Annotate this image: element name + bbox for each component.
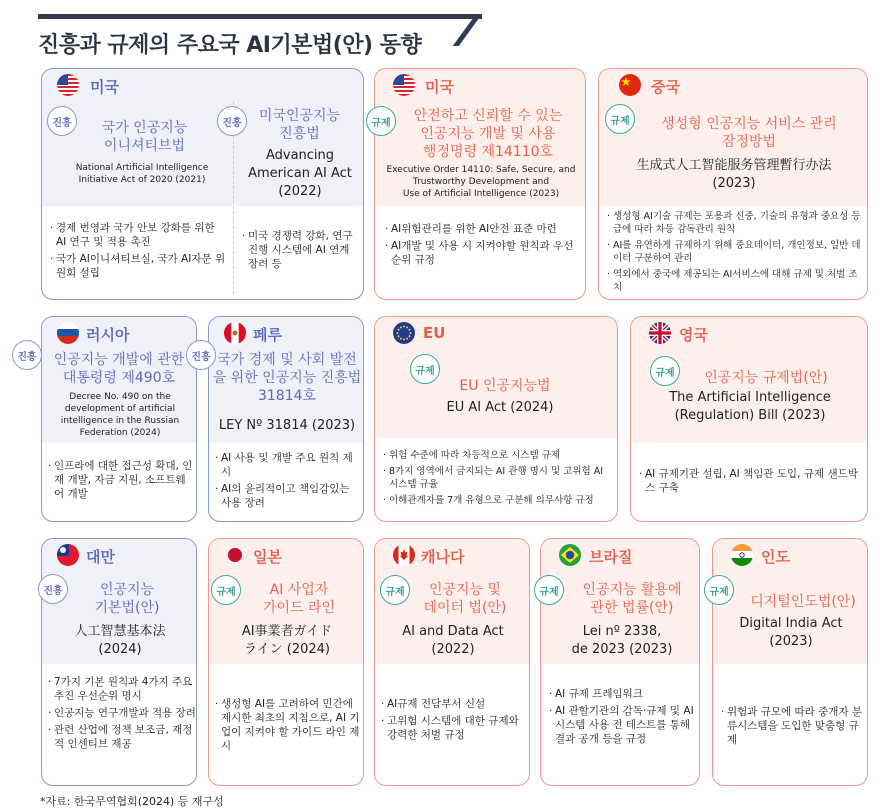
note-item: · AI의 윤리적이고 책임감있는 사용 장려: [215, 482, 361, 510]
law-original-title: LEY Nº 31814 (2023): [218, 418, 356, 433]
regulation-badge: 규제: [366, 106, 396, 136]
note-item: · 역외에서 중국에 제공되는 AI서비스에 대해 규제 및 처벌 조치: [607, 268, 865, 294]
law-original-title: Advancing American AI Act (2022): [248, 148, 352, 199]
promotion-badge: 진흥: [47, 106, 77, 136]
promotion-badge: 진흥: [38, 574, 68, 604]
law-notes: [639, 467, 865, 498]
law-notes: [383, 449, 615, 510]
law-notes: [48, 459, 194, 504]
country-name: 일본: [253, 548, 282, 566]
uk-flag-icon: [649, 322, 671, 344]
card-usa-regulation: [374, 68, 586, 300]
law-original-title: Digital India Act (2023): [739, 616, 843, 649]
china-flag-icon: [619, 74, 641, 96]
regulation-badge: 규제: [704, 575, 734, 605]
law-name: 국가 인공지능 이니셔티브법: [101, 120, 188, 154]
country-name: 브라질: [589, 548, 633, 566]
header-rule: [38, 14, 482, 19]
peru-flag-icon: [224, 322, 246, 344]
country-name: 대만: [86, 548, 115, 566]
note-item: · 위험과 규모에 따라 중개자 분류시스템을 도입한 맞춤형 규제: [721, 705, 865, 747]
us-flag-icon: [393, 74, 415, 96]
note-item: · 인프라에 대한 접근성 확대, 인재 개발, 자금 지원, 소프트웨어 개발: [48, 459, 194, 501]
card-uk: [630, 316, 868, 522]
india-flag-icon: [731, 544, 753, 566]
note-item: · AI를 유연하게 규제하기 위해 중요데이터, 개인정보, 일반 데이터 구분하여 관리: [607, 239, 865, 265]
law-notes: [215, 697, 363, 756]
card-russia: [41, 316, 197, 522]
russia-flag-icon: [57, 322, 79, 344]
country-name: 미국: [425, 78, 454, 96]
law-original-title: Decree No. 490 on the development of artificial intelligence in the Russian Federation (2024): [60, 392, 180, 438]
law-name: AI 사업자 가이드 라인: [262, 582, 336, 616]
promotion-badge: 진흥: [186, 340, 216, 370]
country-name: 페루: [253, 326, 282, 344]
law-name: 안전하고 신뢰할 수 있는 인공지능 개발 및 사용 행정명령 제14110호: [413, 108, 563, 160]
note-item: · AI규제 전담부서 신설: [381, 697, 529, 711]
country-name: 중국: [651, 78, 680, 96]
canada-flag-icon: [393, 544, 415, 566]
card-china: [598, 68, 868, 300]
note-item: · 위험 수준에 따라 차등적으로 시스템 규제: [383, 449, 615, 462]
law-original-title: National Artificial Intelligence Initiative Act of 2020 (2021): [75, 163, 209, 185]
note-item: · 7가지 기본 원칙과 4가지 주요 추진 우선순위 명시: [48, 675, 196, 703]
note-item: · 국가 AI이니셔티브실, 국가 AI자문 위원회 설립: [50, 252, 228, 280]
note-item: · 생성형 AI를 고려하여 민간에 제시한 최초의 지침으로, AI 기업이 지켜야 할 가이드 라인 제시: [215, 697, 363, 753]
law-name: 인공지능 규제법(안): [704, 370, 828, 386]
card-eu: [374, 316, 618, 522]
note-item: · 이해관계자를 7개 유형으로 구분해 의무사항 규정: [383, 494, 615, 507]
law-name: 인공지능 활용에 관한 법률(안): [582, 582, 682, 616]
note-item: · 관련 산업에 정책 보조금, 재정적 인센티브 제공: [48, 723, 196, 751]
law-notes: [607, 210, 865, 297]
country-name: 미국: [90, 78, 119, 96]
note-item: · AI위험관리를 위한 AI안전 표준 마련: [385, 222, 581, 236]
law-original-title: The Artificial Intelligence (Regulation) Bill (2023): [669, 390, 831, 423]
note-item: · 8가지 영역에서 금지되는 AI 관행 명시 및 고위험 AI 시스템 규율: [383, 465, 615, 491]
law-original-title: Lei nº 2338, de 2023 (2023): [571, 624, 673, 657]
country-name: EU: [423, 324, 446, 342]
law-notes: [50, 221, 228, 283]
note-item: · AI 관할기관의 감독·규제 및 AI시스템 사용 전 테스트를 통해 결과 공개 등을 규정: [549, 704, 697, 746]
law-original-title: AI事業者ガイド ライン (2024): [241, 624, 333, 657]
law-name: EU 인공지능법: [459, 378, 551, 394]
brazil-flag-icon: [559, 544, 581, 566]
country-name: 캐나다: [421, 548, 465, 566]
law-notes: [721, 705, 865, 750]
card-brazil: [540, 538, 700, 786]
note-item: · AI개발 및 사용 시 지켜야할 원칙과 우선순위 규정: [385, 239, 581, 267]
japan-flag-icon: [224, 544, 246, 566]
law-name: 인공지능 개발에 관한 대통령령 제490호: [53, 352, 185, 386]
law-original-title: 生成式人工智能服务管理暫行办法 (2023): [636, 158, 832, 191]
regulation-badge: 규제: [410, 354, 440, 384]
note-item: · AI 규제기관 설립, AI 책임관 도입, 규제 샌드박스 구축: [639, 467, 865, 495]
card-usa-promotion: [41, 68, 364, 300]
law-name: 생성형 인공지능 서비스 관리 잠정방법: [661, 116, 837, 150]
regulation-badge: 규제: [605, 104, 635, 134]
law-original-title: AI and Data Act (2022): [402, 624, 504, 657]
taiwan-flag-icon: [57, 544, 79, 566]
promotion-badge: 진흥: [12, 340, 42, 370]
country-name: 러시아: [86, 326, 130, 344]
us-flag-icon: [57, 74, 79, 96]
law-original-title: EU AI Act (2024): [446, 400, 554, 415]
law-name: 인공지능 기본법(안): [94, 582, 160, 616]
law-notes: [242, 229, 360, 274]
note-item: · 경제 번영과 국가 안보 강화를 위한 AI 연구 및 적용 촉진: [50, 221, 228, 249]
eu-flag-icon: [393, 322, 415, 344]
law-name: 인공지능 및 데이터 법(안): [423, 582, 507, 616]
law-name: 디지털인도법(안): [750, 594, 856, 610]
page-title: 진흥과 규제의 주요국 AI기본법(안) 동향: [38, 33, 422, 58]
card-india: [712, 538, 868, 786]
law-original-title: 人工智慧基本法 (2024): [74, 624, 166, 657]
note-item: · AI 사용 및 개발 주요 원칙 제시: [215, 451, 361, 479]
note-item: · AI 규제 프레임워크: [549, 687, 697, 701]
card-taiwan: [41, 538, 197, 786]
law-notes: [549, 687, 697, 749]
law-original-title: Executive Order 14110: Safe, Secure, and Trustworthy Development and Use of Artificial Intelligence (2023): [386, 165, 576, 199]
note-item: · 고위험 시스템에 대한 규제와 강력한 처벌 규정: [381, 714, 529, 742]
law-notes: [381, 697, 529, 745]
promotion-badge: 진흥: [217, 106, 247, 136]
law-name: 미국인공지능 진흥법: [258, 108, 341, 142]
law-notes: [48, 675, 196, 754]
law-notes: [385, 222, 581, 270]
regulation-badge: 규제: [380, 575, 410, 605]
note-item: · 생성형 AI기술 규제는 포용과 신중, 기술의 유형과 중요성 등급에 따라 차등 감독관리 원칙: [607, 210, 865, 236]
law-notes: [215, 451, 361, 513]
source-note: *자료: 한국무역협회(2024) 등 재구성: [40, 795, 224, 808]
country-name: 인도: [761, 548, 790, 566]
note-item: · 인공지능 연구개발과 적용 장려: [48, 706, 196, 720]
regulation-badge: 규제: [534, 575, 564, 605]
regulation-badge: 규제: [650, 356, 680, 386]
card-peru: [208, 316, 364, 522]
law-name: 국가 경제 및 사회 발전 을 위한 인공지능 진흥법 31814호: [212, 352, 362, 404]
country-name: 영국: [679, 326, 708, 344]
regulation-badge: 규제: [211, 575, 241, 605]
note-item: · 미국 경쟁력 강화, 연구진행 시스템에 AI 연계 장려 등: [242, 229, 360, 271]
